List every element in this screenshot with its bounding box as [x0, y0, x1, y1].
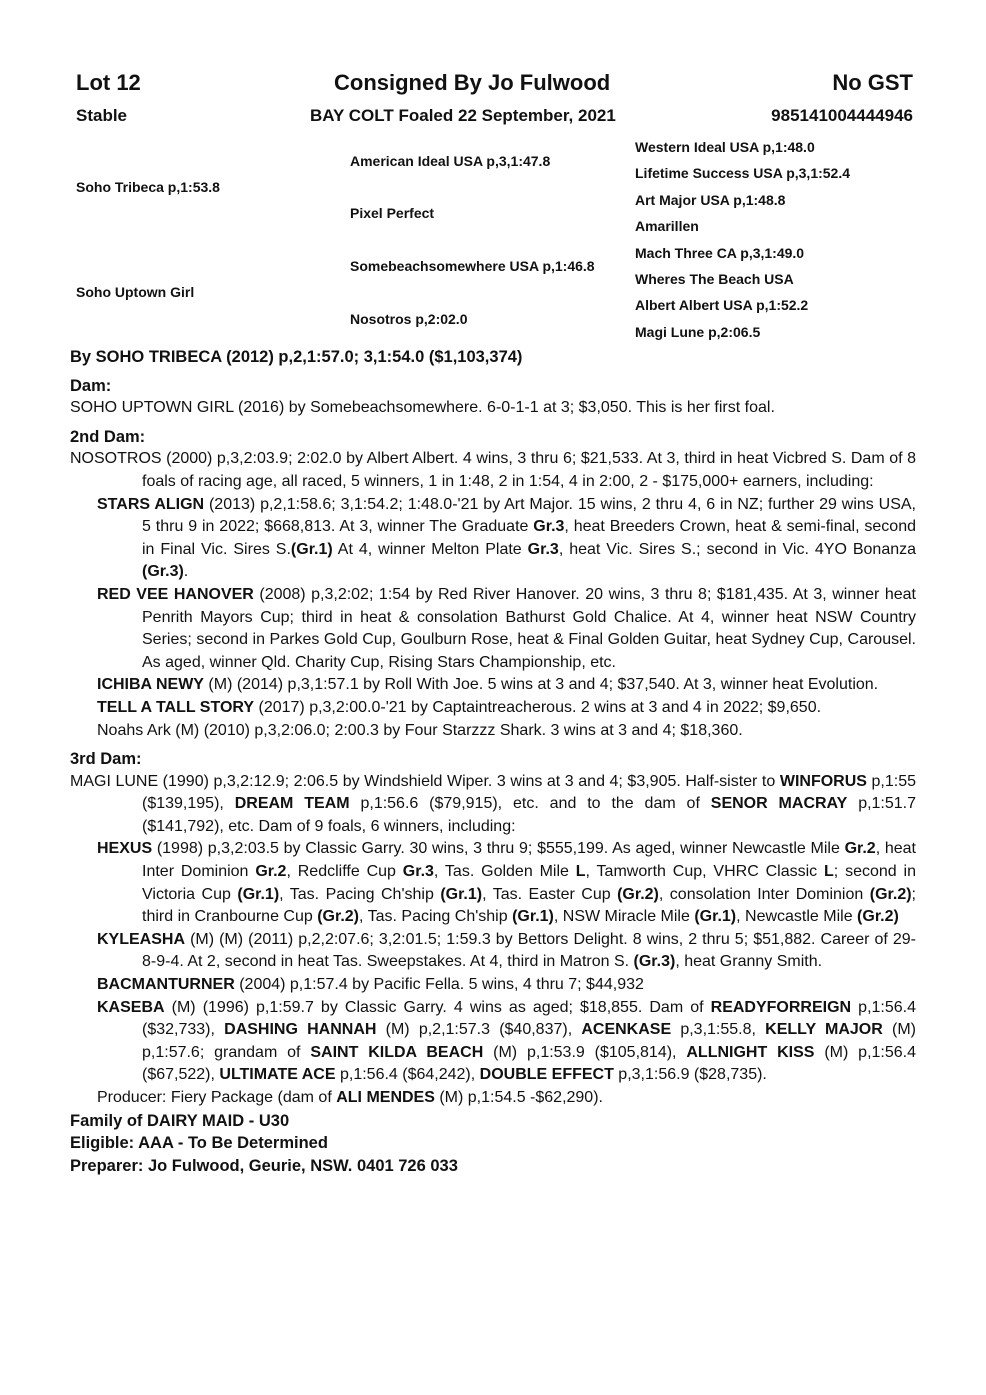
stable-label: Stable — [76, 106, 128, 125]
progeny-entry: STARS ALIGN (2013) p,2,1:58.6; 3,1:54.2; 1:48.0-'21 by Art Major. 15 wins, 2 thru 4, 6 in NZ; further 29 wins USA, 5 thru 9 in 2022; $668,813. At 3, winner The Graduate Gr.3, heat Breeders Crown, heat & semi-final, second in Final Vic. Sires S.(Gr.1) At 4, winner Melton Plate Gr.3, heat Vic. Sires S.; second in Vic. 4YO Bonanza (Gr.3). — [97, 495, 917, 581]
second-dam-heading: 2nd Dam: — [70, 427, 146, 446]
third-dam-paragraph: MAGI LUNE (1990) p,3,2:12.9; 2:06.5 by Windshield Wiper. 3 wins at 3 and 4; $3,905. Half-sister to WINFORUS p,1:55 ($139,195), DREAM TEAM p,1:56.6 ($79,915), etc. and to the dam of SENOR MACRAY p,1:51.7 ($141,792), etc. Dam of 9 foals, 6 winners, including: — [70, 772, 917, 835]
pedigree-sire-sire: American Ideal USA p,3,1:47.8 — [350, 153, 551, 169]
dam-name: SOHO UPTOWN GIRL — [70, 399, 234, 417]
progeny-entry: TELL A TALL STORY (2017) p,3,2:00.0-'21 by Captaintreacherous. 2 wins at 3 and 4 in 2022; $9,650. — [97, 698, 822, 716]
microchip-number: 985141004444946 — [771, 106, 913, 125]
pedigree-sd-dam: Amarillen — [635, 218, 699, 234]
progeny-entry: KASEBA (M) (1996) p,1:59.7 by Classic Garry. 4 wins as aged; $18,855. Dam of READYFORREIGN p,1:56.4 ($32,733), DASHING HANNAH (M) p,2,1:57.3 ($40,837), ACENKASE p,3,1:55.8, KELLY MAJOR (M) p,1:57.6; grandam of SAINT KILDA BEACH (M) p,1:53.9 ($105,814), ALLNIGHT KISS (M) p,1:56.4 ($67,522), ULTIMATE ACE p,1:56.4 ($64,242), DOUBLE EFFECT p,3,1:56.9 ($28,735). — [97, 998, 917, 1084]
pedigree-dd-sire: Albert Albert USA p,1:52.2 — [635, 297, 809, 313]
progeny-entry: HEXUS (1998) p,3,2:03.5 by Classic Garry. 30 wins, 3 thru 9; $555,199. As aged, winner Newcastle Mile Gr.2, heat Inter Dominion Gr.2, Redcliffe Cup Gr.3, Tas. Golden Mile L, Tamworth Cup, VHRC Classic L; second in Victoria Cup (Gr.1), Tas. Pacing Ch'ship (Gr.1), Tas. Easter Cup (Gr.2), consolation Inter Dominion (Gr.2); third in Cranbourne Cup (Gr.2), Tas. Pacing Ch'ship (Gr.1), NSW Miracle Mile (Gr.1), Newcastle Mile (Gr.2) — [97, 840, 916, 926]
second-dam-paragraph: NOSOTROS (2000) p,3,2:03.9; 2:02.0 by Albert Albert. 4 wins, 3 thru 6; $21,533. At 3, third in heat Vicbred S. Dam of 8 foals of racing age, all raced, 5 winners, 1 in 1:48, 2 in 1:54, 4 in 2:00, 2 - $175,000+ earners, including: — [70, 450, 916, 490]
dam-paragraph: SOHO UPTOWN GIRL (2016) by Somebeachsomewhere. 6-0-1-1 at 3; $3,050. This is her first foal. — [70, 399, 775, 417]
progeny-entry: RED VEE HANOVER (2008) p,3,2:02; 1:54 by Red River Hanover. 20 wins, 3 thru 8; $181,435. At 3, winner heat Penrith Mayors Cup; third in heat & consolation Bathurst Gold Chalice. At 4, winner heat NSW Country Series; second in Parkes Gold Cup, Goulburn Rose, heat & Final Golden Guitar, heat Sydney Cup, Carousel. As aged, winner Qld. Charity Cup, Rising Stars Championship, etc. — [97, 585, 916, 671]
progeny-entry: KYLEASHA (M) (M) (2011) p,2,2:07.6; 3,2:01.5; 1:59.3 by Bettors Delight. 8 wins, 2 thru 5; $51,882. Career of 29-8-9-4. At 2, second in heat Tas. Sweepstakes. At 4, third in Matron S. (Gr.3), heat Granny Smith. — [97, 930, 916, 971]
eligible-line: Eligible: AAA - To Be Determined — [70, 1134, 328, 1153]
pedigree-dam-sire: Somebeachsomewhere USA p,1:46.8 — [350, 258, 595, 274]
dam-heading: Dam: — [70, 376, 112, 395]
progeny-entry: BACMANTURNER (2004) p,1:57.4 by Pacific Fella. 5 wins, 4 thru 7; $44,932 — [97, 976, 644, 994]
pedigree-dd-dam: Magi Lune p,2:06.5 — [635, 324, 761, 340]
pedigree-ss-dam: Lifetime Success USA p,3,1:52.4 — [635, 165, 851, 181]
pedigree-ds-sire: Mach Three CA p,3,1:49.0 — [635, 245, 805, 261]
pedigree-dam-dam: Nosotros p,2:02.0 — [350, 311, 468, 327]
pedigree-ss-sire: Western Ideal USA p,1:48.0 — [635, 139, 815, 155]
horse-description: BAY COLT Foaled 22 September, 2021 — [310, 106, 616, 125]
pedigree-sire-dam: Pixel Perfect — [350, 205, 435, 221]
consignor: Consigned By Jo Fulwood — [334, 70, 611, 95]
lot-number: Lot 12 — [76, 70, 141, 95]
gst-status: No GST — [832, 70, 913, 95]
pedigree-sire: Soho Tribeca p,1:53.8 — [76, 179, 220, 195]
preparer-line: Preparer: Jo Fulwood, Geurie, NSW. 0401 726 033 — [70, 1156, 458, 1175]
progeny-entry: ICHIBA NEWY (M) (2014) p,3,1:57.1 by Roll With Joe. 5 wins at 3 and 4; $37,540. At 3, winner heat Evolution. — [97, 676, 879, 694]
pedigree-ds-dam: Wheres The Beach USA — [635, 271, 794, 287]
pedigree-sd-sire: Art Major USA p,1:48.8 — [635, 192, 786, 208]
sire-line: By SOHO TRIBECA (2012) p,2,1:57.0; 3,1:54.0 ($1,103,374) — [70, 348, 523, 366]
producer-line: Producer: Fiery Package (dam of ALI MENDES (M) p,1:54.5 -$62,290). — [97, 1089, 603, 1106]
catalogue-body — [70, 346, 916, 1177]
pedigree-dam: Soho Uptown Girl — [76, 284, 195, 300]
family-line: Family of DAIRY MAID - U30 — [70, 1111, 290, 1130]
third-dam-heading: 3rd Dam: — [70, 750, 142, 769]
progeny-entry: Noahs Ark (M) (2010) p,3,2:06.0; 2:00.3 by Four Starzzz Shark. 3 wins at 3 and 4; $18,360. — [97, 721, 743, 739]
